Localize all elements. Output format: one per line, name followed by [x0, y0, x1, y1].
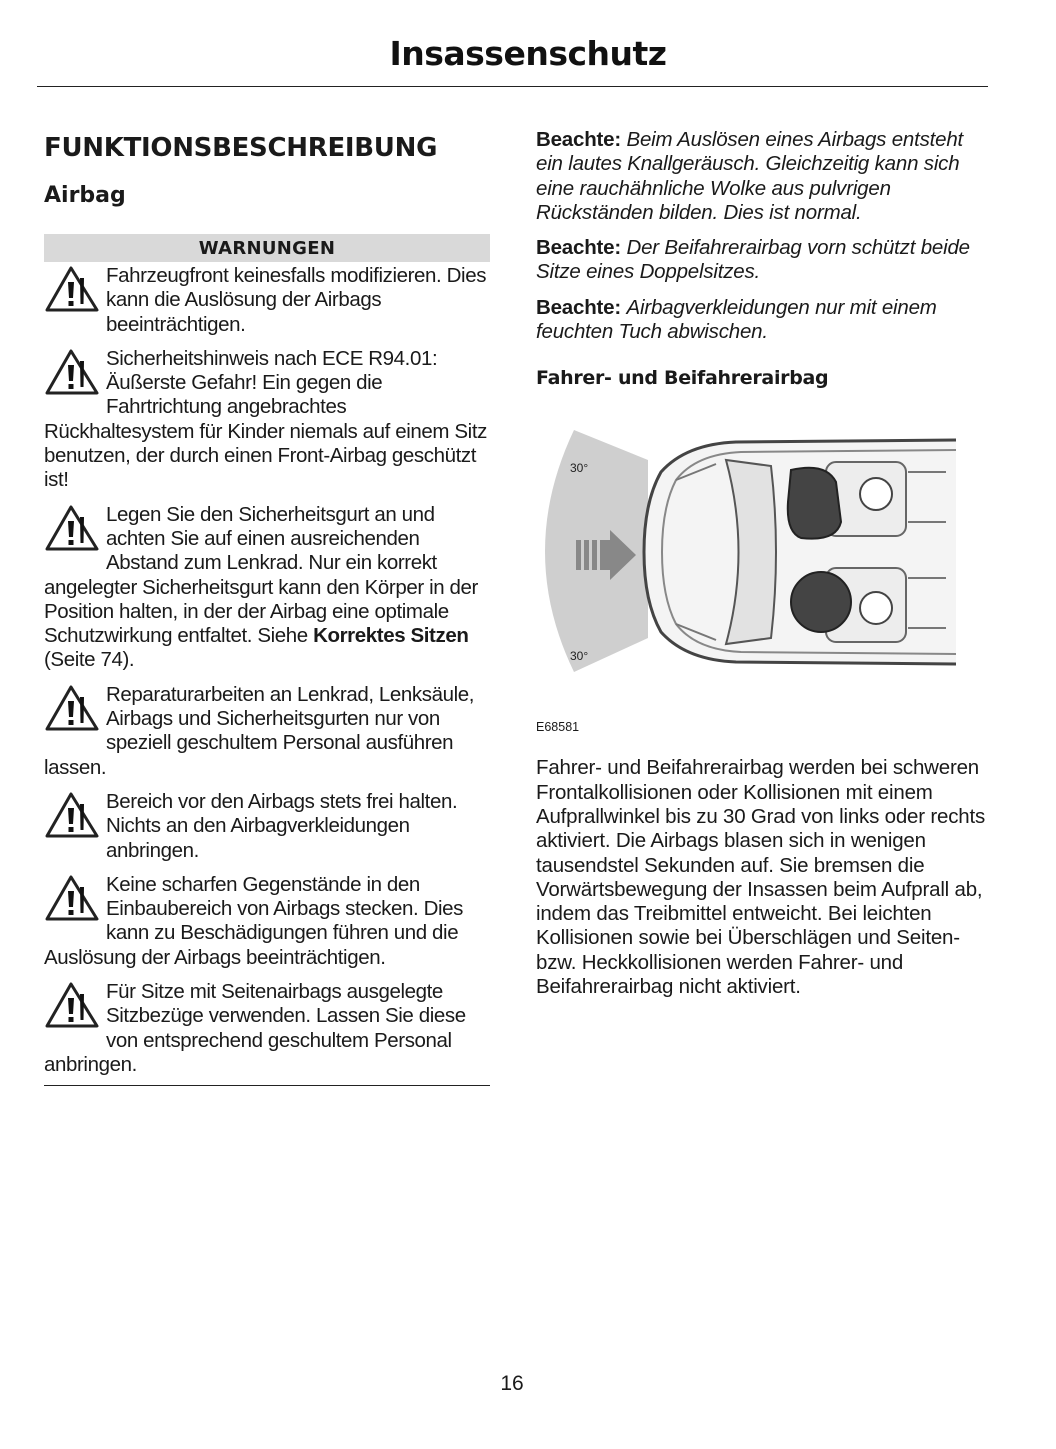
note-label: Beachte:: [536, 128, 621, 151]
warning-triangle-icon: [44, 980, 102, 1030]
note: [536, 128, 988, 225]
note-text: Der Beifahrerairbag vorn schützt beide Sitze eines Doppelsitzes.: [536, 236, 970, 284]
warning-item: [44, 503, 490, 673]
warning-item: [44, 790, 490, 863]
section-title: FUNKTIONSBESCHREIBUNG: [44, 133, 438, 163]
warning-item: [44, 683, 490, 780]
car-top-view-illustration: [536, 402, 988, 702]
passenger-head: [860, 592, 892, 624]
title-divider: [37, 86, 988, 87]
warning-text-suffix: (Seite 74).: [44, 648, 135, 672]
warning-triangle-icon: [44, 264, 102, 314]
warning-text: Fahrzeugfront keinesfalls modifizieren. Dies kann die Auslösung der Airbags beeinträchtigen.: [106, 264, 487, 336]
driver-head: [860, 478, 892, 510]
page-title: Insassenschutz: [389, 34, 667, 73]
warning-text: Sicherheitshinweis nach ECE R94.01: Äußerste Gefahr! Ein gegen die Fahrtrichtung angebrachtes Rückhaltesystem für Kinder niemals auf einem Sitz benutzen, der durch einen Front-Airbag geschützt ist!: [44, 346, 487, 492]
warning-item: [44, 264, 490, 337]
warning-text: Legen Sie den Sicherheitsgurt an und achten Sie auf einen ausreichenden Abstand zum Lenkrad. Nur ein korrekt angelegter Sicherheitsgurt kann den Körper in der Position halten, in der der Airbag eine optimale Schutzwirkung entfaltet. Siehe: [44, 502, 478, 648]
figure-heading: Fahrer- und Beifahrerairbag: [536, 367, 829, 390]
warning-triangle-icon: [44, 503, 102, 553]
note-label: Beachte:: [536, 236, 621, 260]
warning-triangle-icon: [44, 683, 102, 733]
subsection-title: Airbag: [44, 183, 126, 208]
angle-label-bottom: 30°: [570, 649, 589, 664]
note: [536, 236, 988, 285]
warnings-heading: WARNUNGEN: [44, 234, 490, 262]
body-paragraph: Fahrer- und Beifahrerairbag werden bei schweren Frontalkollisionen oder Kollisionen mit einem Aufprallwinkel bis zu 30 Grad von links oder rechts aktiviert. Die Airbags blasen sich in wenigen tausendstel Sekunden auf. Sie bremsen die Vorwärtsbewegung der Insassen beim Aufprall ab, indem das Treibmittel entweicht. Bei leichten Kollisionen sowie bei Überschlägen und Seiten- bzw. Heckkollisionen werden Fahrer- und Beifahrerairbag nicht aktiviert.: [536, 756, 985, 999]
note: [536, 296, 988, 345]
warning-text: Bereich vor den Airbags stets frei halten. Nichts an den Airbagverkleidungen anbringen.: [106, 789, 458, 862]
angle-label-top: 30°: [570, 461, 589, 476]
left-column: [44, 128, 490, 1086]
note-text: Airbagverkleidungen nur mit einem feuchten Tuch abwischen.: [536, 295, 937, 344]
warning-text: Keine scharfen Gegenstände in den Einbaubereich von Airbags stecken. Dies kann zu Beschädigungen führen und die Auslösung der Airbags beeinträchtigen.: [44, 872, 464, 969]
warnings-end-divider: [44, 1085, 490, 1086]
warning-item: [44, 347, 490, 493]
page-number: 16: [500, 1372, 524, 1395]
note-text: Beim Auslösen eines Airbags entsteht ein lautes Knallgeräusch. Gleichzeitig kann sich eine rauchähnliche Wolke aus pulvrigen Rückständen bilden. Dies ist normal.: [536, 128, 964, 224]
warning-text: Reparaturarbeiten an Lenkrad, Lenksäule, Airbags und Sicherheitsgurten nur von speziell geschultem Personal ausführen lassen.: [44, 682, 475, 779]
passenger-airbag: [791, 572, 851, 632]
warning-triangle-icon: [44, 347, 102, 397]
airbag-figure: [536, 402, 988, 702]
cross-reference-link[interactable]: Korrektes Sitzen: [313, 624, 469, 648]
driver-airbag: [788, 468, 841, 539]
warning-triangle-icon: [44, 790, 102, 840]
right-column: [536, 128, 988, 999]
warning-item: [44, 980, 490, 1077]
figure-code: E68581: [536, 720, 580, 735]
warning-item: [44, 873, 490, 970]
note-label: Beachte:: [536, 295, 621, 319]
warning-text: Für Sitze mit Seitenairbags ausgelegte Sitzbezüge verwenden. Lassen Sie diese von entsprechend geschultem Personal anbringen.: [44, 980, 466, 1076]
warning-triangle-icon: [44, 873, 102, 923]
